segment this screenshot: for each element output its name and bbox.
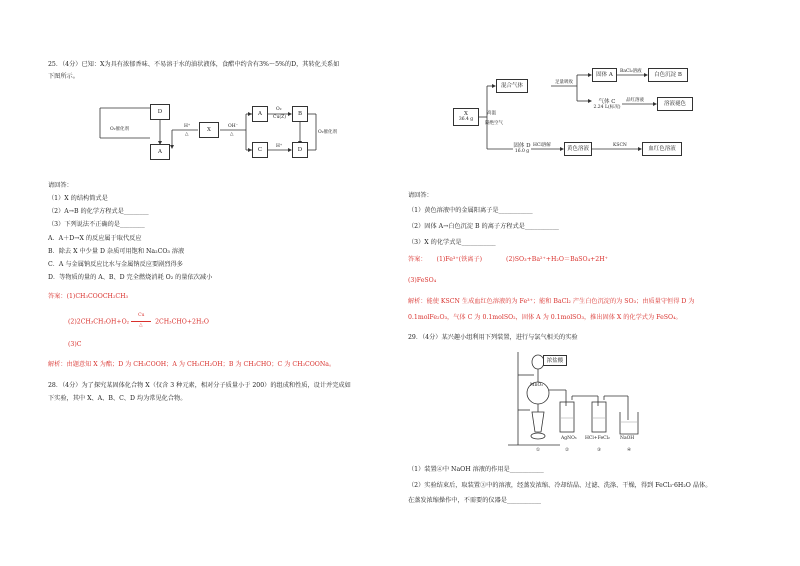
q28-box-blood-red: 血红色溶液 xyxy=(642,142,682,156)
q25-answer-label: 答案： xyxy=(48,293,67,300)
q28-box-gas-c-vol: 2.24 L(标况) xyxy=(593,105,621,110)
q25-option-d: D．等物质的量的 A、B、D 完全燃烧消耗 O₂ 的量依次减小 xyxy=(48,274,213,281)
q28-item-1: （1）黄色溶液中的金属阳离子是___________ xyxy=(408,207,533,214)
q28-label-absorb: 足量吸收 xyxy=(555,80,573,85)
q25-answer-2-cond-top: Cu xyxy=(138,313,145,318)
q25-stem-line1: 25．（4分）已知：X为具有浓郁香味、不易溶于水的油状液体，食醋中约含有3%～5%的D，其转化关系如 xyxy=(48,61,340,68)
q28-analysis-2: 0.1molFe₂O₃，气体 C 为 0.1molSO₂，固体 A 为 0.1molSO₃，推出固体 X 的化学式为 FeSO₄。 xyxy=(408,314,682,321)
q28-box-x-mass: 36.4 g xyxy=(458,117,474,122)
q29-item-3: 在蒸发浓缩操作中，不需要的仪器是___________ xyxy=(408,497,542,504)
q25-answer-2-cond-bottom: △ xyxy=(139,323,143,328)
q29-number-2: ② xyxy=(565,448,570,453)
q29-stem: 29．（4分）某兴趣小组利用下列装置，进行与氯气相关的实验 xyxy=(408,334,578,341)
q25-item-1: （1）X 的结构简式是 xyxy=(48,195,108,202)
q25-label-heat-left: △ xyxy=(185,132,189,137)
q25-answer-2-right: 2CH₃CHO+2H₂O xyxy=(155,318,209,326)
q25-analysis: 解析：由题意知 X 为酯；D 为 CH₃COOH；A 为 CH₃CH₂OH；B 为 CH₃CHO；C 为 CH₃COONa。 xyxy=(48,361,336,368)
q28-ask: 请回答： xyxy=(408,192,433,199)
q25-answer-2-left: (2)2CH₃CH₂OH+O₂ xyxy=(68,318,130,326)
q28-label-hcl: HCl溶解 xyxy=(533,143,551,148)
q28-box-solid-d-name: 固体 D xyxy=(513,143,531,149)
q25-item-3: （3）下列说法不正确的是________ xyxy=(48,221,145,228)
q25-box-x: X xyxy=(199,122,219,138)
q25-option-c: C．A 与金属钠反应比水与金属钠反应要剧烈得多 xyxy=(48,261,183,268)
q28-answer-3: (3)FeSO₄ xyxy=(408,277,437,284)
q29-label-naoh: NaOH xyxy=(620,436,635,441)
q28-box-yellow: 黄色溶液 xyxy=(564,142,592,156)
q28-item-2: （2）固体 A→白色沉淀 B 的离子方程式是___________ xyxy=(408,223,559,230)
q25-item-2: （2）A→B 的化学方程式是________ xyxy=(48,208,149,215)
q28-box-solid-d-mass: 16.0 g xyxy=(514,149,530,154)
q25-ask: 请回答： xyxy=(48,182,73,189)
q28-box-gas-c-name: 气体 C xyxy=(598,99,616,105)
q25-label-o2-cat-right: O₂催化剂 xyxy=(318,130,337,135)
q29-label-hcl-fecl2: HCl+FeCl₂ xyxy=(585,436,610,441)
q29-label-conc-hcl: 浓盐酸 xyxy=(543,355,567,366)
q29-item-1: （1）装置④中 NaOH 溶液的作用是___________ xyxy=(408,466,544,473)
q28-label-heat: 高温 xyxy=(487,111,496,116)
q25-answer-1-text: (1)CH₃COOCH₂CH₃ xyxy=(66,293,129,300)
q28-item-3: （3）X 的化学式是___________ xyxy=(408,239,496,246)
q29-label-agno3: AgNO₃ xyxy=(561,436,577,441)
q25-label-h-plus: H⁺ xyxy=(184,124,191,129)
q25-label-oh-minus: OH⁻ xyxy=(228,124,238,129)
q25-label-cu: Cu(Z) xyxy=(273,115,286,120)
q29-number-1: ① xyxy=(536,448,541,453)
q25-label-heat-right: △ xyxy=(230,132,234,137)
q28-label-bacl2: BaCl₂溶液 xyxy=(620,69,642,74)
q29-item-2: （2）实验结束后，取装置③中的溶液，经蒸发浓缩、冷却结晶、过滤、洗涤、干燥，得到 FeCl₃·6H₂O 晶体。 xyxy=(408,482,712,489)
q28-label-magenta: 品红溶液 xyxy=(626,98,644,103)
q28-analysis-1: 解析：能使 KSCN 生成血红色溶液的为 Fe³⁺；能和 BaCl₂ 产生白色沉淀的为 SO₃；由质量守恒得 D 为 xyxy=(408,298,695,305)
q29-number-3: ③ xyxy=(597,448,602,453)
q25-box-b: B xyxy=(292,106,308,122)
q25-box-c: C xyxy=(252,142,268,158)
q28-box-x-name: X xyxy=(464,111,468,117)
q28-box-mixed-gas: 混合气体 xyxy=(496,79,528,93)
q28-box-faded: 溶液褪色 xyxy=(657,97,693,111)
q29-label-mno2: MnO₂ xyxy=(530,383,543,388)
q28-label-kscn: KSCN xyxy=(613,143,627,148)
q25-box-a-right: A xyxy=(252,106,268,122)
q25-box-d-top: D xyxy=(150,104,170,120)
q29-number-4: ④ xyxy=(627,448,632,453)
q25-answer-3: (3)C xyxy=(68,341,82,348)
q28-answer-label: 答案： xyxy=(408,256,427,263)
q25-label-o2-cat-left: O₂催化剂 xyxy=(110,127,129,132)
q25-label-h-plus-2: H⁺ xyxy=(276,144,283,149)
q28-label-air: 隔绝空气 xyxy=(485,121,503,126)
q28-box-white-ppt: 白色沉淀 B xyxy=(648,68,688,82)
q25-box-a-left: A xyxy=(150,144,170,160)
q28-box-solid-a: 固体 A xyxy=(592,68,617,82)
q25-label-o2: O₂ xyxy=(276,107,282,112)
q25-box-d-right: D xyxy=(292,142,308,158)
q28-stem-line1: 28．（4分）为了探究某固体化合物 X（仅含 3 种元素，相对分子质量小于 200）的组成和性质，设计并完成如 xyxy=(48,382,351,389)
q28-answer-2: (2)SO₃+Ba²⁺+H₂O＝BaSO₄+2H⁺ xyxy=(506,256,608,263)
q25-option-a: A．A＋D→X 的反应属于取代反应 xyxy=(48,235,142,242)
q25-stem-line2: 下图所示。 xyxy=(48,73,79,80)
q28-stem-line2: 下实验，其中 X、A、B、C、D 均为常见化合物。 xyxy=(48,395,187,402)
q25-option-b: B．除去 X 中少量 D 杂质可用饱和 Na₂CO₃ 溶液 xyxy=(48,248,185,255)
q28-answer-1: (1)Fe³⁺(铁离子) xyxy=(436,256,483,263)
